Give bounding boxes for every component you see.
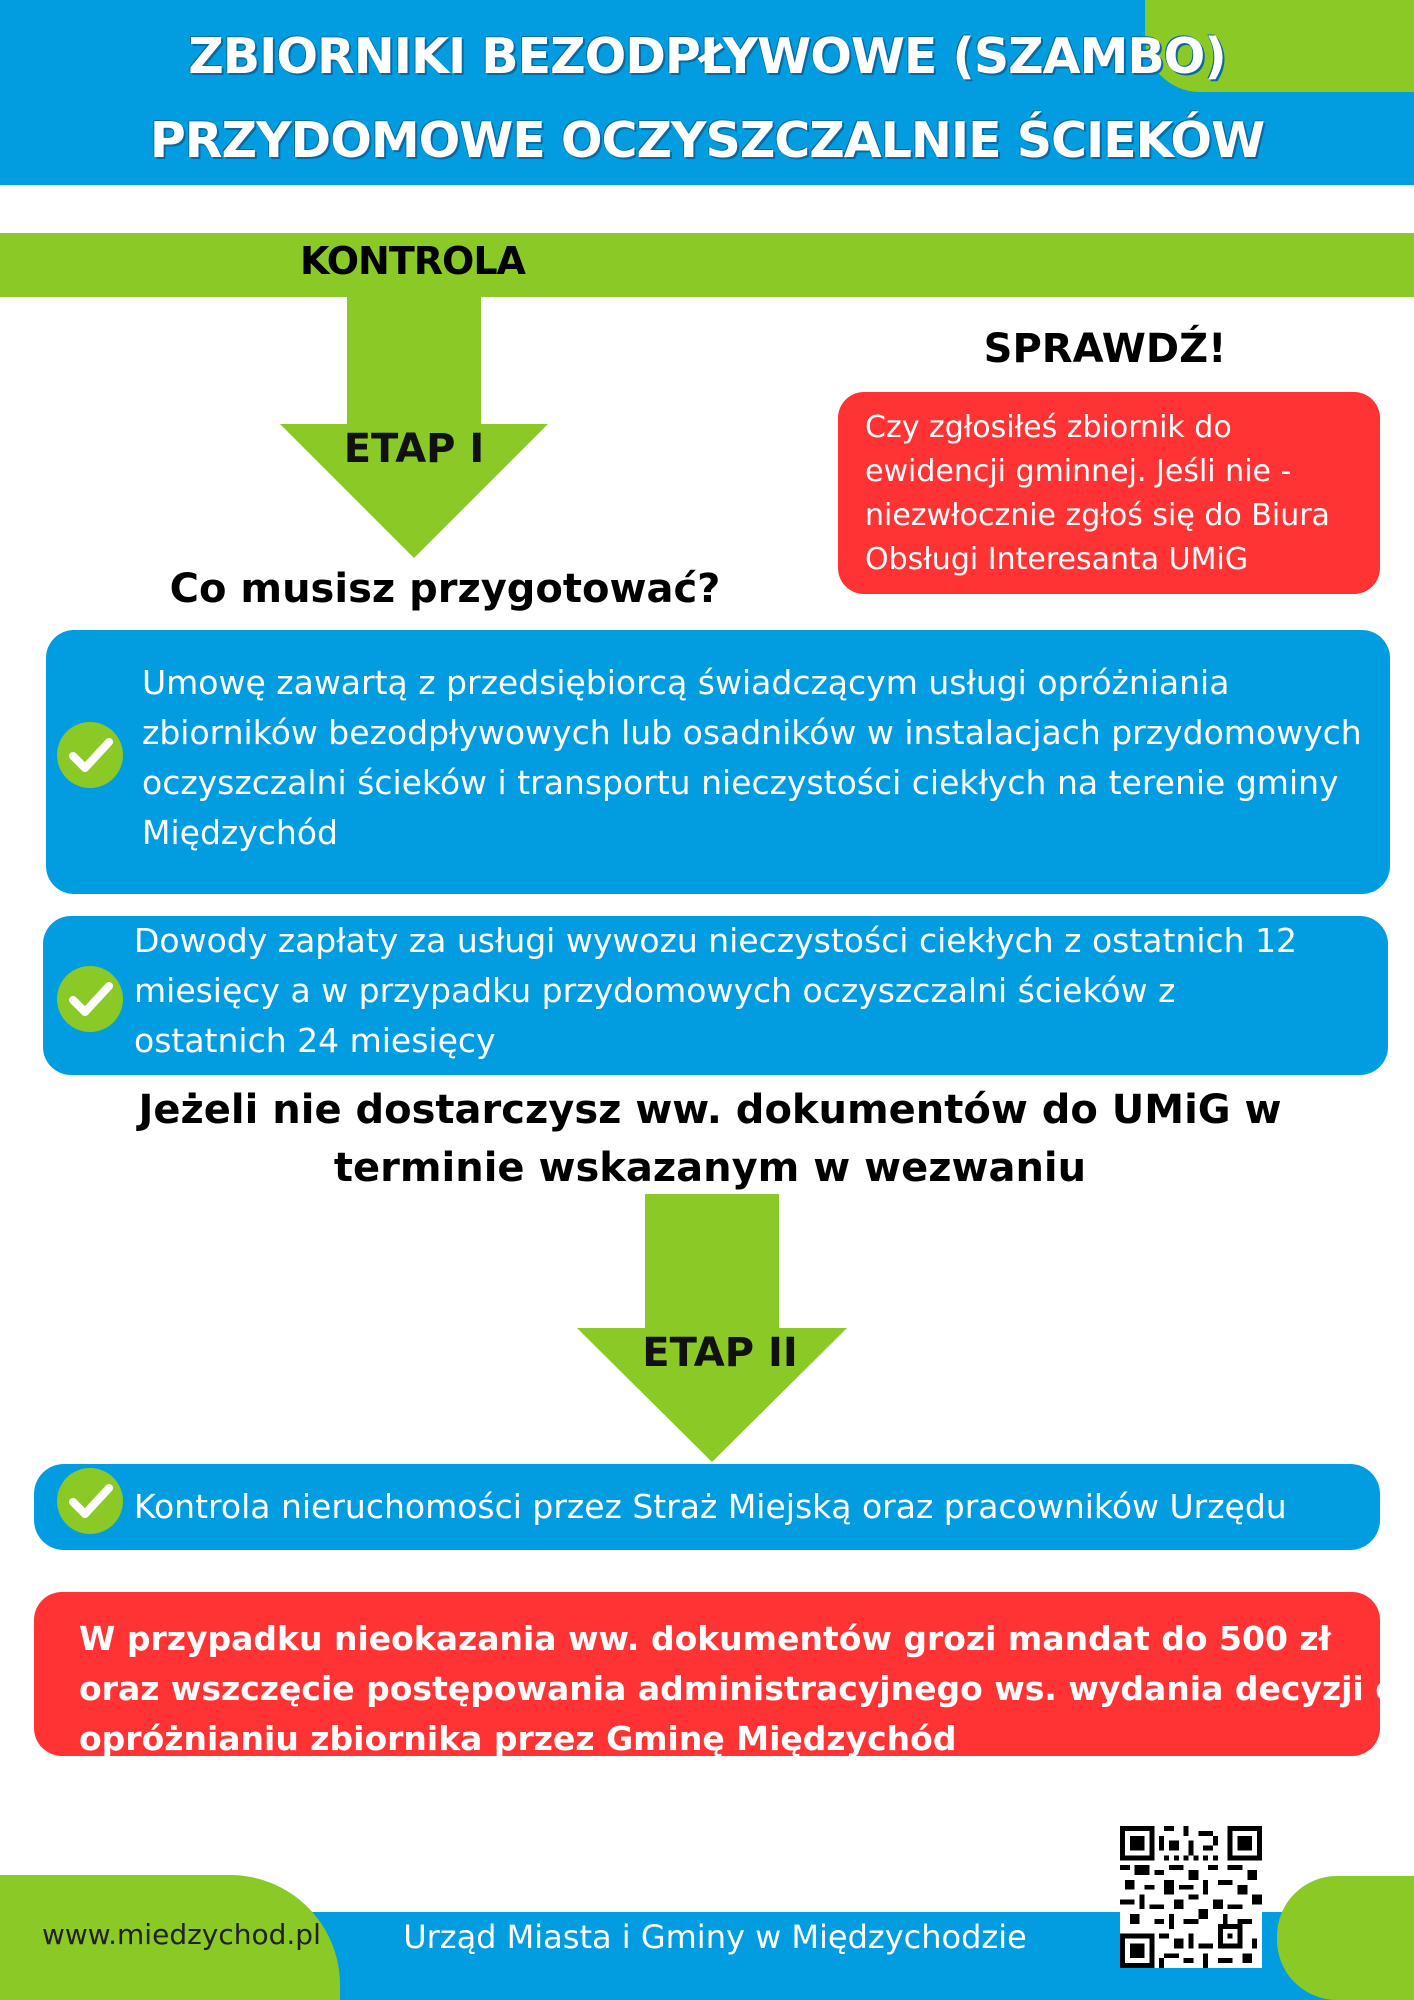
etap1-arrow-shaft bbox=[347, 297, 481, 424]
check-icon bbox=[57, 966, 123, 1032]
item-dowody-box bbox=[43, 916, 1388, 1075]
item-umowa-box bbox=[46, 630, 1390, 894]
footer-organization: Urząd Miasta i Gminy w Międzychodzie bbox=[403, 1918, 1027, 1956]
page-title-line-1: ZBIORNIKI BEZODPŁYWOWE (SZAMBO) bbox=[188, 28, 1226, 85]
check-icon bbox=[57, 722, 123, 788]
sprawdz-title: SPRAWDŹ! bbox=[983, 326, 1227, 372]
etap2-arrow-shaft bbox=[645, 1194, 779, 1328]
sprawdz-text: Czy zgłosiłeś zbiornik do ewidencji gminnej. Jeśli nie - niezwłocznie zgłoś się do Biura Obsługi Interesanta UMiG bbox=[865, 410, 1330, 577]
question-heading: Co musisz przygotować? bbox=[169, 566, 721, 612]
sprawdz-box bbox=[838, 392, 1380, 594]
footer-right-decoration bbox=[1277, 1876, 1414, 2000]
item-kontrola-text: Kontrola nieruchomości przez Straż Miejską oraz pracowników Urzędu bbox=[134, 1487, 1287, 1526]
penalty-box bbox=[34, 1592, 1398, 1758]
warning-text: Jeżeli nie dostarczysz ww. dokumentów do UMiG w terminie wskazanym w wezwaniu bbox=[138, 1087, 1282, 1191]
penalty-text: W przypadku nieokazania ww. dokumentów grozi mandat do 500 zł oraz wszczęcie postępowania administracyjnego ws. wydania decyzji o opróżnianiu zbiornika przez Gminę Międzychód bbox=[79, 1619, 1398, 1758]
check-icon bbox=[57, 1468, 123, 1534]
website-link[interactable]: www.miedzychod.pl bbox=[42, 1918, 321, 1951]
kontrola-band bbox=[0, 233, 1414, 297]
kontrola-label: KONTROLA bbox=[300, 239, 525, 283]
etap1-label: ETAP I bbox=[343, 426, 485, 472]
etap2-label: ETAP II bbox=[642, 1330, 798, 1376]
page-title-line-2: PRZYDOMOWE OCZYSZCZALNIE ŚCIEKÓW bbox=[149, 112, 1265, 169]
item-kontrola-box bbox=[34, 1464, 1380, 1550]
item-dowody-text: Dowody zapłaty za usługi wywozu nieczystości ciekłych z ostatnich 12 miesięcy a w przypadku przydomowych oczyszczalni ścieków z ostatnich 24 miesięcy bbox=[134, 921, 1298, 1060]
qr-code-icon bbox=[1120, 1826, 1262, 1968]
item-umowa-text: Umowę zawartą z przedsiębiorcą świadczącym usługi opróżniania zbiorników bezodpływowych lub osadników w instalacjach przydomowych oczyszczalni ścieków i transportu nieczystości ciekłych na terenie gminy Międzychód bbox=[142, 663, 1362, 852]
